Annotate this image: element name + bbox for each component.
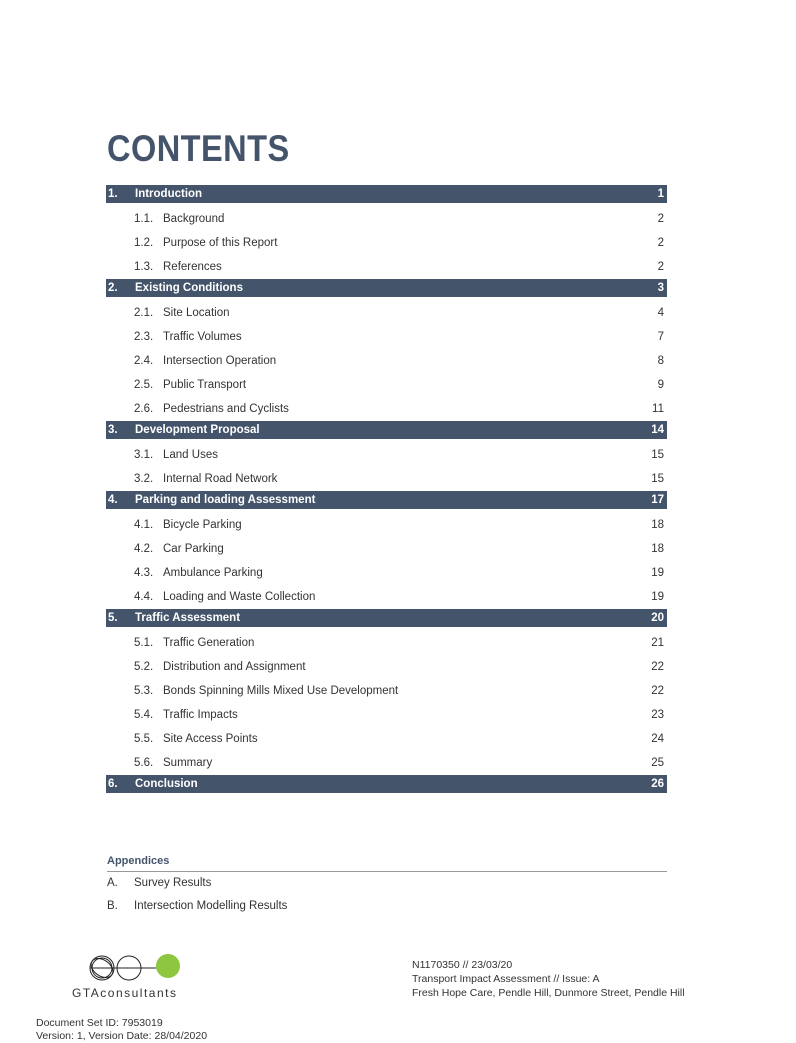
toc-subsection-row[interactable] [106,301,667,325]
toc-subsection-num: 5.4. [134,709,154,721]
toc-subsection-num: 2.3. [134,331,154,343]
toc-subsection-page: 22 [651,685,664,697]
toc-section-row[interactable] [106,491,667,509]
toc-subsection-label: Site Location [163,307,230,319]
toc-subsection-row[interactable] [106,467,667,491]
toc-subsection-label: Background [163,213,225,225]
toc-subsection-page: 8 [657,355,664,367]
toc-section-num: 5. [108,612,118,624]
page-title: CONTENTS [107,128,290,169]
toc-subsection-label: References [163,261,222,273]
toc-section-num: 3. [108,424,118,436]
toc-subsection-page: 19 [651,591,664,603]
toc-section-label: Introduction [135,188,203,200]
toc-subsection-label: Site Access Points [163,733,258,745]
toc-subsection-page: 2 [657,213,664,225]
toc-section-row[interactable] [106,609,667,627]
toc-subsection-page: 18 [651,543,664,555]
toc-subsection-label: Public Transport [163,379,247,391]
toc-subsection-num: 5.2. [134,661,154,673]
toc-subsection-num: 4.1. [134,519,154,531]
toc-subsection-page: 15 [651,473,664,485]
toc-section-row[interactable] [106,421,667,439]
toc-subsection-label: Ambulance Parking [163,567,263,579]
appendix-label: Survey Results [134,877,212,889]
toc-subsection-row[interactable] [106,373,667,397]
toc-section-label: Conclusion [135,778,198,790]
footer-line: N1170350 // 23/03/20 [412,959,513,971]
toc-subsection-num: 1.3. [134,261,154,273]
toc-subsection-page: 19 [651,567,664,579]
toc-subsection-num: 3.2. [134,473,154,485]
toc-subsection-row[interactable] [106,207,667,231]
toc-subsection-row[interactable] [106,397,667,421]
toc-subsection-row[interactable] [106,513,667,537]
appendix-label: Intersection Modelling Results [134,900,288,912]
toc-subsection-row[interactable] [106,655,667,679]
toc-subsection-page: 18 [651,519,664,531]
toc-subsection-page: 9 [657,379,664,391]
toc-section-label: Parking and loading Assessment [135,494,316,506]
toc-subsection-row[interactable] [106,561,667,585]
toc-section-page: 1 [657,188,664,200]
toc-section-page: 20 [651,612,664,624]
toc-subsection-num: 1.2. [134,237,154,249]
toc-subsection-num: 2.6. [134,403,154,415]
toc-subsection-num: 2.4. [134,355,154,367]
appendix-num: B. [107,900,118,912]
toc-subsection-page: 23 [651,709,664,721]
toc-section-row[interactable] [106,775,667,793]
toc-subsection-row[interactable] [106,679,667,703]
toc-subsection-label: Purpose of this Report [163,237,278,249]
docid-line: Version: 1, Version Date: 28/04/2020 [36,1030,208,1042]
toc-section-row[interactable] [106,279,667,297]
toc-subsection-label: Distribution and Assignment [163,661,306,673]
appendix-num: A. [107,877,118,889]
toc-subsection-label: Internal Road Network [163,473,278,485]
toc-section-label: Existing Conditions [135,282,243,294]
toc-subsection-page: 7 [657,331,664,343]
toc-subsection-num: 2.1. [134,307,154,319]
toc-subsection-num: 2.5. [134,379,154,391]
toc-subsection-num: 4.4. [134,591,154,603]
toc-subsection-label: Land Uses [163,449,218,461]
toc-subsection-num: 4.3. [134,567,154,579]
toc-subsection-row[interactable] [106,325,667,349]
docid-line: Document Set ID: 7953019 [36,1017,163,1029]
toc-section-label: Traffic Assessment [135,612,241,624]
footer-line: Transport Impact Assessment // Issue: A [412,973,600,985]
toc-subsection-num: 5.5. [134,733,154,745]
appendices-rule [107,871,667,872]
toc-section-num: 6. [108,778,118,790]
toc-subsection-label: Loading and Waste Collection [163,591,316,603]
toc-subsection-label: Traffic Volumes [163,331,242,343]
toc-section-num: 1. [108,188,118,200]
toc-subsection-row[interactable] [106,585,667,609]
toc-subsection-num: 5.3. [134,685,154,697]
toc-subsection-row[interactable] [106,255,667,279]
logo-text: GTAconsultants [72,986,178,1000]
toc-subsection-num: 3.1. [134,449,154,461]
toc-subsection-label: Summary [163,757,213,769]
toc-section-page: 14 [651,424,664,436]
toc-section-num: 4. [108,494,118,506]
document-id [36,1017,207,1043]
toc-subsection-label: Traffic Generation [163,637,255,649]
toc-subsection-num: 4.2. [134,543,154,555]
toc-section-num: 2. [108,282,118,294]
toc-subsection-label: Car Parking [163,543,224,555]
table-of-contents [106,185,667,793]
toc-subsection-label: Traffic Impacts [163,709,238,721]
toc-section-label: Development Proposal [135,424,260,436]
toc-subsection-num: 5.1. [134,637,154,649]
toc-subsection-page: 2 [657,261,664,273]
toc-section-page: 3 [657,282,664,294]
toc-subsection-row[interactable] [106,631,667,655]
toc-section-row[interactable] [106,185,667,203]
toc-subsection-label: Pedestrians and Cyclists [163,403,289,415]
toc-subsection-page: 4 [657,307,664,319]
toc-subsection-page: 24 [651,733,664,745]
toc-subsection-row[interactable] [106,349,667,373]
toc-subsection-num: 5.6. [134,757,154,769]
toc-subsection-row[interactable] [106,443,667,467]
toc-subsection-row[interactable] [106,751,667,775]
toc-subsection-page: 15 [651,449,664,461]
toc-subsection-label: Intersection Operation [163,355,277,367]
toc-section-page: 17 [651,494,664,506]
footer-info [412,958,685,1000]
toc-subsection-page: 22 [651,661,664,673]
toc-subsection-label: Bonds Spinning Mills Mixed Use Development [163,685,399,697]
toc-subsection-page: 11 [652,403,664,415]
footer-line: Fresh Hope Care, Pendle Hill, Dunmore Street, Pendle Hill [412,987,685,999]
toc-subsection-page: 21 [651,637,664,649]
appendices-title: Appendices [107,855,170,867]
toc-subsection-num: 1.1. [134,213,154,225]
toc-subsection-row[interactable] [106,727,667,751]
toc-section-page: 26 [651,778,664,790]
toc-subsection-page: 25 [651,757,664,769]
toc-subsection-row[interactable] [106,231,667,255]
toc-subsection-label: Bicycle Parking [163,519,242,531]
toc-subsection-page: 2 [657,237,664,249]
toc-subsection-row[interactable] [106,703,667,727]
toc-subsection-row[interactable] [106,537,667,561]
